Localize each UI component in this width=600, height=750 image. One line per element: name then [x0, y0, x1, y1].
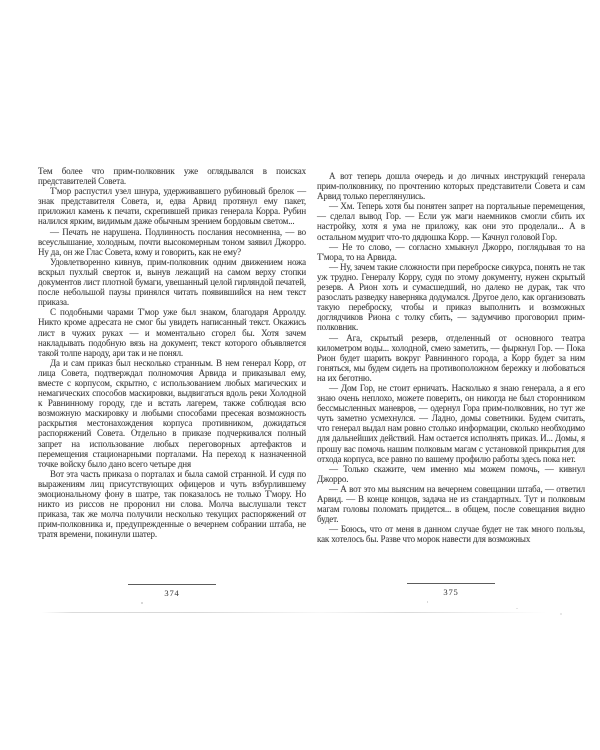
left-page-text: [38, 166, 306, 539]
left-page-footer: [38, 584, 306, 598]
paragraph: — Дом Гор, не стоит ерничать. Насколько я знаю генерала, а я его знаю очень неплохо, можете поверить, он никогда не был сторонником бессмысленных маневров, — одернул Гора прим-полковник, но тут же чуть заметно усмехнулся. — Ладно, домы советники. Будем считать, что генерал выдал нам ровно столько информации, сколько необходимо для дальнейших действий. Нам остается исполнять приказ. И... Домы, я прошу вас помочь нашим полковым магам с установкой прикрытия для отхода корпуса, все равно по вашему профилю работы здесь пока нет.: [317, 382, 585, 464]
scan-speck: [560, 613, 562, 615]
paragraph: Да и сам приказ был несколько странным. В нем генерал Корр, от лица Совета, подтверждал полномочия Арвида и приказывал ему, вместе с корпусом, скрытно, с использованием любых магических и немагических способов маскировки, выдвигаться вдоль реки Холодной к Равнинному городу, где и встать лагерем, также соблюдая всю возможную маскировку и любыми способами пресекая возможность раскрытия местонахождения корпуса противником, дожидаться распоряжений Совета. Отдельно в приказе подчеркивался полный запрет на использование любых переговорных артефактов и перемещения стационарными порталами. На переход к назначенной точке войску было дано всего четыре дня: [38, 357, 306, 469]
paragraph: Вот эта часть приказа о порталах и была самой странной. И судя по выражениям лиц присутствующих офицеров и чуть взбурлившему эмоциональному фону в шатре, так показалось не только Т'мору. Но никто из риссов не проронил ни слова. Молча выслушали текст приказа, так же молча получили несколько текущих распоряжений от прим-полковника и, предупрежденные о вечернем собрании штаба, не тратя времени, покинули шатер.: [38, 468, 306, 540]
right-page-footer: [317, 583, 585, 597]
paragraph: — Печать не нарушена. Подлинность послания несомненна, — во всеуслышание, холодным, почти высокомерным тоном заявил Джорро. Ну да, он же Глас Совета, кому и говорить, как не ему?: [38, 226, 306, 257]
right-page-text: [317, 171, 585, 544]
paragraph: — Боюсь, что от меня в данном случае будет не так много пользы, как хотелось бы. Разве что морок навести для возможных: [317, 524, 585, 545]
page-bottom-edge: [42, 612, 547, 613]
scan-speck: [141, 602, 143, 604]
paragraph: — А вот это мы выясним на вечернем совещании штаба, — ответил Арвид. — В конце концов, задача не из стандартных. Тут и полковым магам головы поломать придется... в общем, после совещания видно будет.: [317, 483, 585, 525]
paragraph: — Только скажите, чем именно мы можем помочь, — кивнул Джорро.: [317, 463, 585, 484]
paragraph: — Хм. Теперь хотя бы понятен запрет на портальные перемещения, — сделал вывод Гор. — Если уж маги наемников смогли сбить их настройку, хотя я ума не приложу, как они это проделали... А в остальном мудрит что-то дядюшка Корр. — Качнул головой Гор.: [317, 201, 585, 242]
paragraph: А вот теперь дошла очередь и до личных инструкций генерала прим-полковнику, по прочтению которых представители Совета и сам Арвид только переглянулись.: [317, 171, 585, 202]
paragraph: Удовлетворенно кивнув, прим-полковник одним движением ножа вскрыл пухлый сверток и, вынув лежащий на самом верху стопки документов лист плотной бумаги, увешанный целой гирляндой печатей, после небольшой паузы принялся читать появившийся на нем текст приказа.: [38, 256, 306, 308]
page-number: 375: [443, 587, 459, 597]
paragraph: Т'мор распустил узел шнура, удерживавшего рубиновый брелок — знак представителя Совета, и, едва Арвид протянул ему пакет, приложил камень к печати, скрепившей приказ генерала Корра. Рубин налился ярким, видимым даже обычным зрением бордовым светом...: [38, 186, 306, 227]
paragraph: — Ага, скрытый резерв, отделенный от основного театра километром воды... холодной, смею заметить, — фыркнул Гор. — Пока Рион будет шарить вокруг Равнинного города, а Корр будет за ним гоняться, мы будем сидеть на противоположном бережку и любоваться на их беготню.: [317, 332, 585, 383]
page-number: 374: [164, 588, 180, 598]
paragraph: С подобными чарами Т'мор уже был знаком, благодаря Арролду. Никто кроме адресата не смог бы увидеть написанный текст. Окажись лист в чужих руках — и моментально сгорел бы. Хотя зачем накладывать подобную вязь на документ, текст которого объявляется такой толпе народу, ари так и не понял.: [38, 307, 306, 358]
footer-rule: [407, 583, 495, 584]
paragraph: — Ну, зачем такие сложности при переброске сикурса, понять не так уж трудно. Генералу Корру, судя по этому документу, нужен скрытый резерв. А Рион хоть и сумасшедший, но далеко не дурак, так что разослать разведку наверняка додумался. Другое дело, как организовать такую переброску, чтобы и приказ выполнить и возможных доглядчиков Риона с толку сбить, — задумчиво проговорил прим-полковник.: [317, 261, 585, 333]
paragraph: — Не то слово, — согласно хмыкнул Джорро, поглядывая то на Т'мора, то на Арвида.: [317, 241, 585, 262]
scan-speck: [516, 608, 518, 609]
paragraph: Тем более что прим-полковник уже оглядывался в поисках представителей Совета.: [38, 166, 306, 187]
footer-rule: [128, 584, 216, 585]
scan-speck: [427, 601, 428, 603]
